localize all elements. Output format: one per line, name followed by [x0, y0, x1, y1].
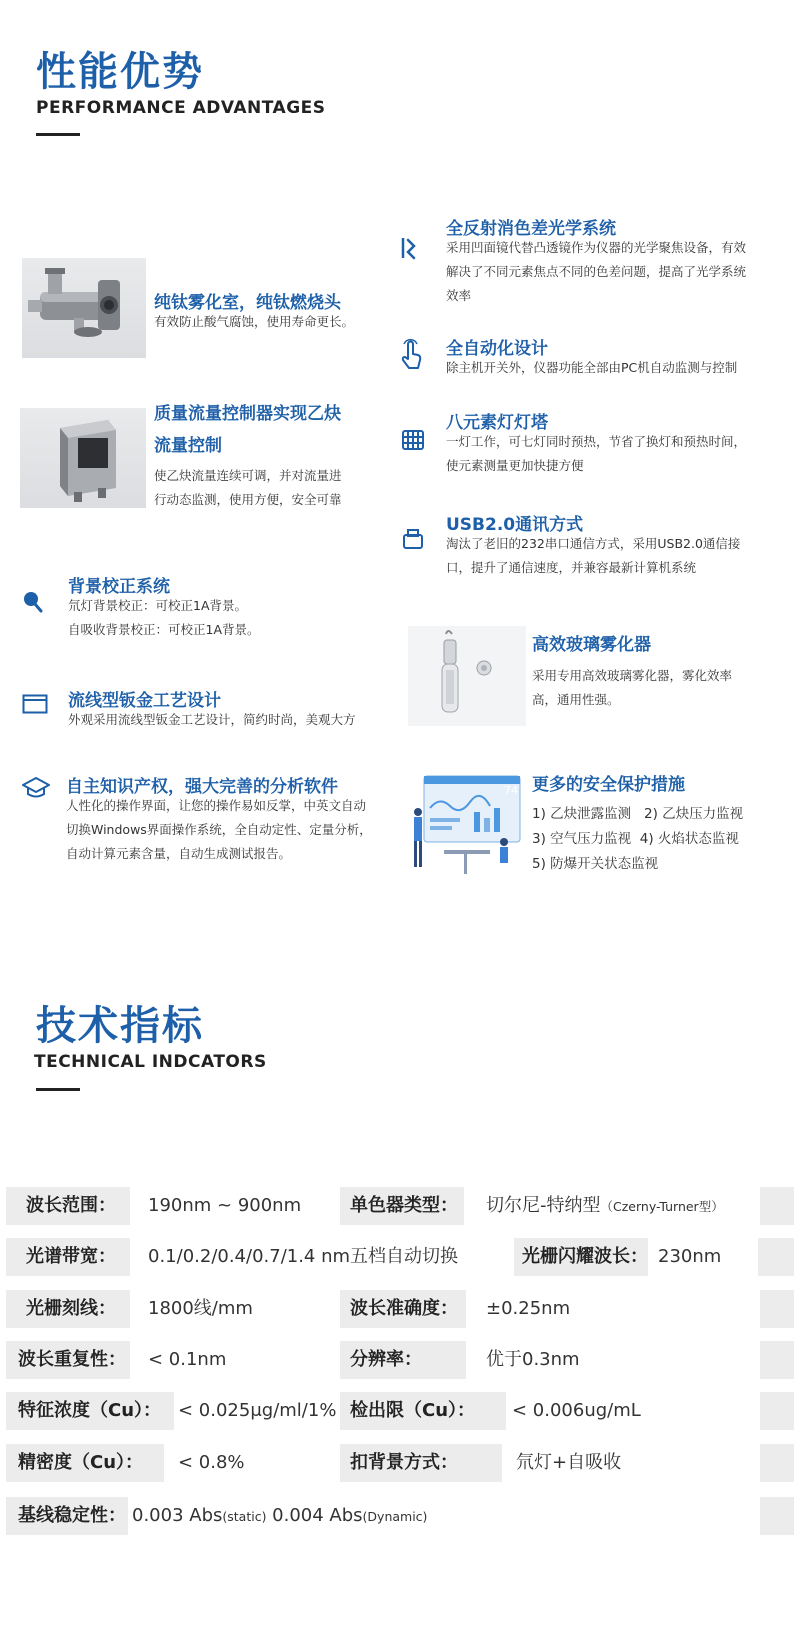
spec-row: [6, 1497, 794, 1535]
spec-value: 优于0.3nm: [466, 1341, 760, 1379]
spec-value: < 0.1nm: [130, 1341, 340, 1379]
feature-title: 纯钛雾化室，纯钛燃烧头: [154, 293, 341, 313]
dashboard-illustration: [404, 772, 522, 876]
dashboard-number: 74: [504, 784, 518, 797]
spec-label: 分辨率：: [350, 1349, 422, 1370]
feature-description: 除主机开关外，仪器功能全部由PC机自动监测与控制: [446, 360, 738, 375]
performance-subtitle: PERFORMANCE ADVANTAGES: [36, 98, 326, 118]
spec-label: 光栅闪耀波长：: [522, 1246, 648, 1267]
spec-value: 0.003 Abs(static) 0.004 Abs(Dynamic): [128, 1497, 760, 1535]
spec-value: 氘灯+自吸收: [502, 1444, 760, 1482]
spec-label: 特征浓度（Cu）：: [18, 1400, 162, 1421]
spec-label: 扣背景方式：: [350, 1452, 458, 1473]
feature-description: 采用凹面镜代替凸透镜作为仪器的光学聚焦设备，有效 解决了不同元素焦点不同的色差问题，提高了光学系统 效率: [446, 240, 747, 303]
mass-flow-controller-image: [20, 408, 146, 508]
performance-title: 性能优势: [36, 49, 204, 95]
spec-label: 检出限（Cu）：: [350, 1400, 476, 1421]
spec-label: 基线稳定性：: [18, 1505, 126, 1526]
feature-description: 1) 乙炔泄露监测 2) 乙炔压力监视 3) 空气压力监视 4) 火焰状态监视 5) 防爆开关状态监视: [532, 806, 744, 872]
feature-description: 外观采用流线型钣金工艺设计，简约时尚，美观大方: [68, 712, 356, 727]
spec-label: 波长重复性：: [18, 1349, 126, 1370]
feature-description: 氘灯背景校正：可校正1A背景。 自吸收背景校正：可校正1A背景。: [68, 598, 260, 637]
spec-value: 230nm: [648, 1238, 758, 1276]
performance-divider: [36, 133, 80, 136]
feature-title: 背景校正系统: [68, 577, 170, 597]
usb-icon: [402, 528, 424, 554]
glass-nebulizer-image: [408, 626, 526, 726]
spec-value: 0.1/0.2/0.4/0.7/1.4 nm五档自动切换: [130, 1238, 514, 1276]
spec-label: 单色器类型：: [350, 1195, 458, 1216]
graduation-cap-icon: [22, 776, 50, 804]
feature-title: 质量流量控制器实现乙炔 流量控制: [154, 404, 341, 456]
spec-label: 波长准确度：: [350, 1298, 458, 1319]
feature-title: 高效玻璃雾化器: [532, 635, 651, 655]
spec-value: < 0.025μg/ml/1%: [174, 1392, 340, 1430]
titanium-atomizer-image: [22, 258, 146, 358]
spec-label: 光栅刻线：: [26, 1298, 116, 1319]
spec-value: 1800线/mm: [130, 1290, 340, 1328]
search-icon: [22, 590, 44, 618]
optics-icon: [400, 236, 420, 264]
grid-icon: [402, 430, 424, 454]
feature-description: 人性化的操作界面，让您的操作易如反掌，中英文自动 切换Windows界面操作系统，全自动定性、定量分析， 自动计算元素含量，自动生成测试报告。: [66, 798, 372, 861]
feature-description: 使乙炔流量连续可调，并对流量进 行动态监测，使用方便，安全可靠: [154, 468, 342, 507]
feature-title: 流线型钣金工艺设计: [68, 691, 221, 711]
feature-description: 采用专用高效玻璃雾化器，雾化效率 高，通用性强。: [532, 668, 733, 707]
feature-description: 有效防止酸气腐蚀，使用寿命更长。: [154, 314, 355, 329]
spec-value: < 0.8%: [164, 1444, 340, 1482]
spec-row: [6, 1238, 794, 1276]
feature-description: 一灯工作，可七灯同时预热，节省了换灯和预热时间， 使元素测量更加快捷方便: [446, 434, 747, 473]
spec-row: [6, 1187, 794, 1225]
hand-touch-icon: [400, 338, 424, 374]
feature-description: 淘汰了老旧的232串口通信方式，采用USB2.0通信接 口，提升了通信速度，并兼容最新计算机系统: [446, 536, 741, 575]
spec-row: [6, 1444, 794, 1482]
spec-value: 190nm ~ 900nm: [130, 1187, 340, 1225]
spec-label: 精密度（Cu）：: [18, 1452, 144, 1473]
spec-label: 波长范围：: [26, 1195, 116, 1216]
spec-value: 切尔尼-特纳型（Czerny-Turner型）: [464, 1187, 760, 1225]
technical-divider: [36, 1088, 80, 1091]
spec-value: ±0.25nm: [466, 1290, 760, 1328]
feature-title: 全反射消色差光学系统: [446, 219, 616, 239]
spec-row: [6, 1341, 794, 1379]
feature-title: 八元素灯灯塔: [446, 413, 548, 433]
feature-title: 全自动化设计: [446, 339, 548, 359]
spec-row: [6, 1290, 794, 1328]
technical-title: 技术指标: [36, 1003, 204, 1049]
spec-label: 光谱带宽：: [26, 1246, 116, 1267]
spec-value: < 0.006ug/mL: [506, 1392, 760, 1430]
spec-row: [6, 1392, 794, 1430]
window-icon: [22, 694, 48, 718]
feature-title: 自主知识产权，强大完善的分析软件: [66, 777, 338, 797]
feature-title: USB2.0通讯方式: [446, 515, 584, 535]
feature-title: 更多的安全保护措施: [532, 775, 685, 795]
technical-subtitle: TECHNICAL INDCATORS: [34, 1052, 267, 1072]
